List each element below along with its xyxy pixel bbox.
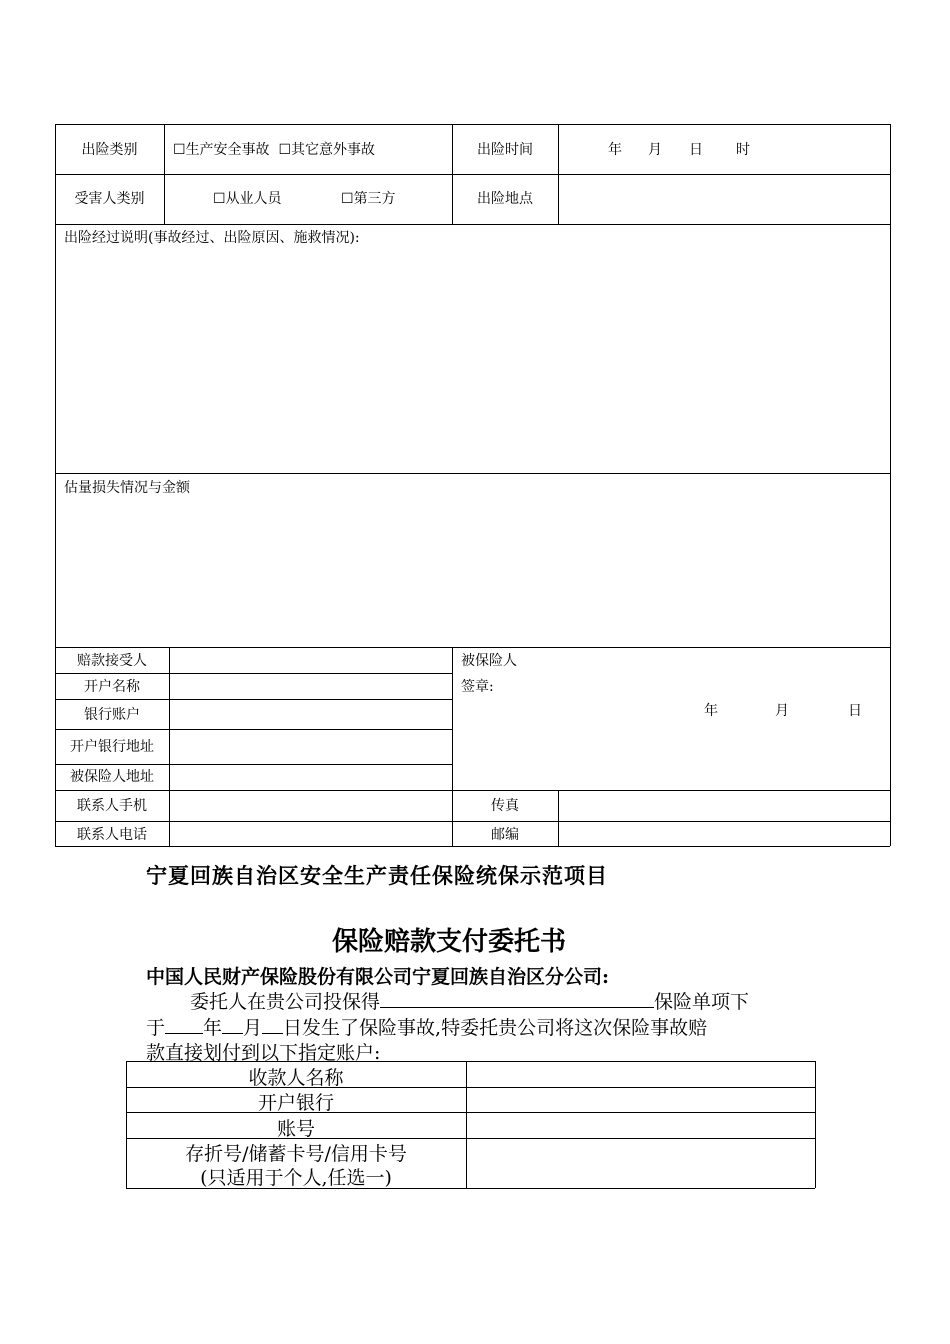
policy-blank[interactable] [380,991,654,1008]
option-other-accident: 其它意外事故 [291,142,376,158]
accident-time-year: 年 [608,142,622,158]
table-border [55,124,56,846]
row-divider [55,673,452,674]
row-divider [55,729,452,730]
seal-date-year: 年 [704,703,718,719]
accident-type-options [173,142,375,158]
postcode-label: 邮编 [491,827,519,843]
accident-time-hour: 时 [736,142,750,158]
row-divider [55,790,890,791]
col-divider [452,124,453,224]
checkbox-icon[interactable]: ☐ [278,142,292,158]
table-border [55,124,890,125]
row-divider [55,647,890,648]
accident-time-month: 月 [648,142,662,158]
col-divider [169,647,170,846]
fax-label: 传真 [491,798,519,814]
project-title: 宁夏回族自治区安全生产责任保险统保示范项目 [146,863,608,888]
day-blank[interactable] [262,1017,283,1034]
victim-type-label: 受害人类别 [74,191,145,207]
row-divider [55,224,890,225]
table-border [55,846,890,847]
row-divider [55,699,452,700]
row-divider [55,764,452,765]
col-divider [164,124,165,224]
addressee: 中国人民财产保险股份有限公司宁夏回族自治区分公司: [146,966,610,988]
bank-label: 开户银行 [257,1092,334,1114]
year-blank[interactable] [165,1017,203,1034]
victim-option-employee: ☐从业人员 [213,191,282,207]
insured-address-label: 被保险人地址 [70,769,154,785]
account-label: 账号 [276,1118,315,1140]
seal-date-day: 日 [848,703,862,719]
table-border [890,124,891,846]
seal-label: 签章: [461,679,494,695]
contact-phone-label: 联系人电话 [77,827,147,843]
col-divider [466,1061,467,1188]
contact-mobile-label: 联系人手机 [77,798,147,814]
victim-option-third-party: ☐第三方 [341,191,396,207]
table-border [126,1061,815,1062]
row-divider [55,174,890,175]
bank-address-label: 开户银行地址 [70,739,154,755]
col-divider [558,124,559,224]
col-divider [558,790,559,846]
estimated-loss-label: 估量损失情况与金额 [64,480,190,496]
row-divider [55,821,890,822]
checkbox-icon[interactable]: ☐ [173,142,186,158]
accident-type-label: 出险类别 [81,142,138,158]
accident-time-label: 出险时间 [477,142,533,158]
table-border [815,1061,816,1188]
seal-date-month: 月 [775,703,789,719]
accident-time-day: 日 [689,142,703,158]
accident-description-label: 出险经过说明(事故经过、出险原因、施救情况): [64,230,360,246]
insured-label: 被保险人 [461,653,517,669]
payee-name-label: 收款人名称 [248,1067,344,1089]
bank-account-label: 银行账户 [84,707,140,723]
account-name-label: 开户名称 [84,679,140,695]
option-production-safety: 生产安全事故 [185,142,270,158]
card-number-note: (只适用于个人,任选一) [200,1167,392,1189]
row-divider [55,473,890,474]
letter-line-3: 款直接划付到以下指定账户: [146,1042,381,1064]
document-title: 保险赔款支付委托书 [332,927,567,957]
letter-line-2: 于 年 月 日发生了保险事故,特委托贵公司将这次保险事故赔 [146,1017,708,1039]
col-divider [452,647,453,846]
accident-location-label: 出险地点 [477,191,533,207]
checkbox-icon[interactable]: ☐ [213,191,226,207]
card-number-label: 存折号/储蓄卡号/信用卡号 [185,1143,407,1165]
letter-line-1: 委托人在贵公司投保得 保险单项下 [190,991,750,1013]
month-blank[interactable] [222,1017,243,1034]
payee-label: 赔款接受人 [77,653,147,669]
checkbox-icon[interactable]: ☐ [341,191,354,207]
